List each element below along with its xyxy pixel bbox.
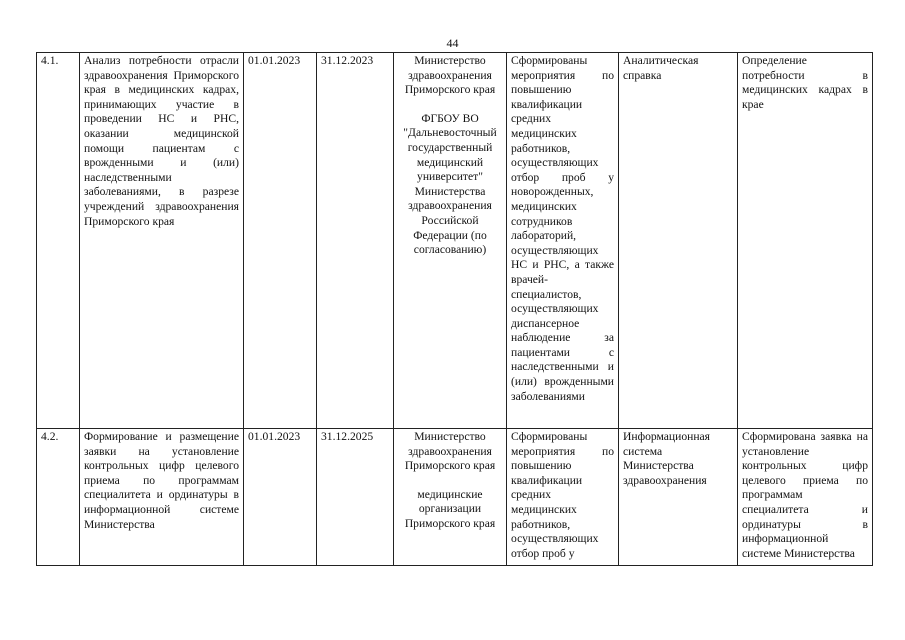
end-date-cell: 31.12.2023 xyxy=(317,53,394,429)
table-row xyxy=(37,429,873,566)
start-date-cell: 01.01.2023 xyxy=(244,53,317,429)
responsible-cell xyxy=(394,429,507,566)
result-cell: Сформированы мероприятия по повышению квалификации средних медицинских работников, осуществляющих отбор проб у новорожденных, медицинских сотрудников лабораторий, осуществляющих НС и РНС, а также врачей-специалистов, осуществляющих диспансерное наблюдение за пациентами с наследственными и (или) врожденными заболеваниями xyxy=(507,53,619,429)
result-cell: Сформированы мероприятия по повышению квалификации средних медицинских работников, осуществляющих отбор проб у xyxy=(507,429,619,566)
indicator-cell: Сформирована заявка на установление контрольных цифр целевого приема по программам специалитета и ординатуры в информационной системе Министерства xyxy=(738,429,873,566)
table-row xyxy=(37,53,873,429)
responsible-cell xyxy=(394,53,507,429)
row-number-cell: 4.2. xyxy=(37,429,80,566)
responsible-primary: Министерство здравоохранения Приморского края xyxy=(404,430,496,473)
page-number: 44 xyxy=(446,36,459,50)
activity-cell: Анализ потребности отрасли здравоохранения Приморского края в медицинских кадрах, принимающих участие в проведении НС и РНС, оказании медицинской помощи пациентам с врожденными и (или) наследственными заболеваниями, в разрезе учреждений здравоохранения Приморского края xyxy=(80,53,244,429)
control-form-cell: Аналитическая справка xyxy=(619,53,738,429)
row-number-cell: 4.1. xyxy=(37,53,80,429)
activity-plan-table xyxy=(36,52,873,566)
responsible-secondary: медицинские организации Приморского края xyxy=(404,487,496,530)
end-date-cell: 31.12.2025 xyxy=(317,429,394,566)
responsible-primary: Министерство здравоохранения Приморского края xyxy=(404,54,496,97)
indicator-cell: Определение потребности в медицинских кадрах в крае xyxy=(738,53,873,429)
responsible-secondary: ФГБОУ ВО "Дальневосточный государственный медицинский университет" Министерства здравоохранения Российской Федерации (по согласованию) xyxy=(403,111,497,257)
start-date-cell: 01.01.2023 xyxy=(244,429,317,566)
control-form-cell: Информационная система Министерства здравоохранения xyxy=(619,429,738,566)
activity-cell: Формирование и размещение заявки на установление контрольных цифр целевого приема по программам специалитета и ординатуры в информационной системе Министерства xyxy=(80,429,244,566)
